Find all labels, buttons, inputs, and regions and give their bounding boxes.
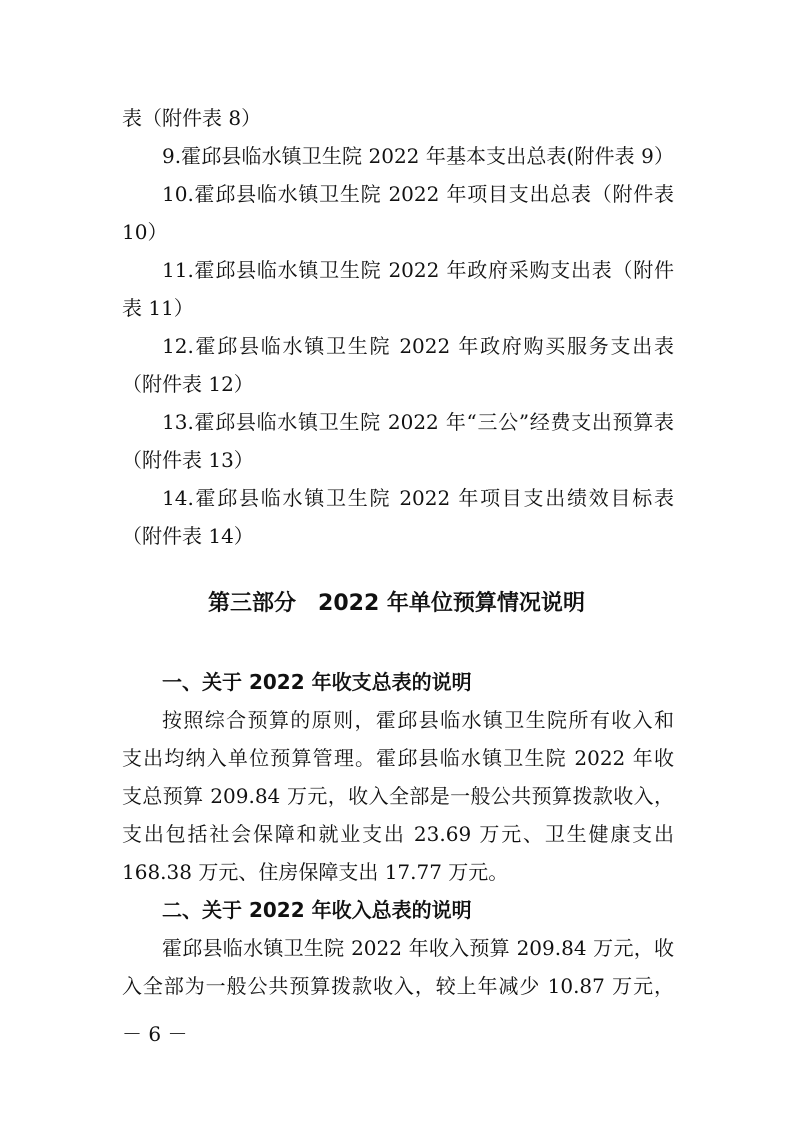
subsection-1-line-5: 168.38 万元、住房保障支出 17.77 万元。 [122,860,509,884]
page-number: － 6 － [122,1022,188,1046]
subsection-1-line-2: 支出均纳入单位预算管理。霍邱县临水镇卫生院 2022 年收 [122,746,674,770]
attachment-12: 12.霍邱县临水镇卫生院 2022 年政府购买服务支出表 [162,334,674,358]
attachment-11: 11.霍邱县临水镇卫生院 2022 年政府采购支出表（附件 [162,258,674,282]
attachment-14-continued: （附件表 14） [122,524,254,548]
attachment-10: 10.霍邱县临水镇卫生院 2022 年项目支出总表（附件表 [162,182,674,206]
attachment-11-continued: 表 11） [122,296,194,320]
subsection-2-heading: 二、关于 2022 年收入总表的说明 [162,898,472,922]
subsection-2-line-1: 霍邱县临水镇卫生院 2022 年收入预算 209.84 万元，收 [162,936,674,960]
attachment-14: 14.霍邱县临水镇卫生院 2022 年项目支出绩效目标表 [162,486,674,510]
subsection-1-line-4: 支出包括社会保障和就业支出 23.69 万元、卫生健康支出 [122,822,674,846]
subsection-1-heading: 一、关于 2022 年收支总表的说明 [162,670,472,694]
attachment-12-continued: （附件表 12） [122,372,254,396]
attachment-10-continued: 10） [122,220,168,244]
subsection-1-line-3: 支总预算 209.84 万元，收入全部是一般公共预算拨款收入， [122,784,674,808]
subsection-1-line-1: 按照综合预算的原则，霍邱县临水镇卫生院所有收入和 [162,708,674,732]
subsection-2-line-2: 入全部为一般公共预算拨款收入，较上年减少 10.87 万元， [122,974,674,998]
attachment-8-continued: 表（附件表 8） [122,106,262,130]
attachment-13-continued: （附件表 13） [122,448,254,472]
section-title: 第三部分 2022 年单位预算情况说明 [208,591,585,616]
attachment-13: 13.霍邱县临水镇卫生院 2022 年“三公”经费支出预算表 [162,410,674,434]
attachment-9: 9.霍邱县临水镇卫生院 2022 年基本支出总表(附件表 9） [162,144,674,168]
